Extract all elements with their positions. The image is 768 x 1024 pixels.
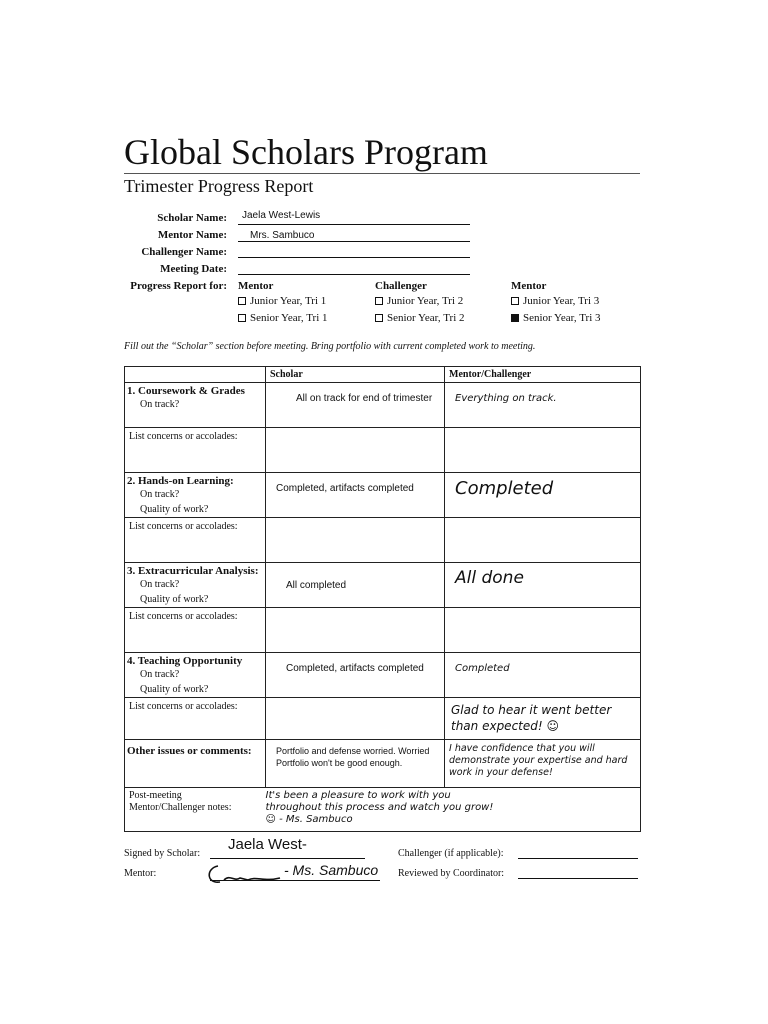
checkbox-senior-tri-2[interactable]	[375, 312, 465, 324]
scholar-list-response[interactable]	[266, 428, 445, 473]
checkbox-label: Senior Year, Tri 3	[523, 312, 601, 324]
scholar-name-line	[238, 224, 470, 225]
mentor-signature-label: Mentor:	[124, 868, 157, 879]
table-row	[125, 740, 641, 788]
scholar-response[interactable]: Completed, artifacts completed	[266, 653, 445, 698]
checkbox-label: Junior Year, Tri 3	[523, 295, 600, 307]
column-header-mentor: Mentor/Challenger	[445, 367, 641, 383]
progress-col-1-header: Mentor	[238, 280, 274, 292]
mentor-signature-scrawl	[204, 860, 284, 888]
table-row	[125, 473, 641, 518]
coordinator-signature-label: Reviewed by Coordinator:	[398, 868, 505, 879]
list-concerns-label: List concerns or accolades:	[129, 521, 238, 532]
list-concerns-label: List concerns or accolades:	[129, 701, 238, 712]
scholar-list-response[interactable]	[266, 608, 445, 653]
checkbox-label: Senior Year, Tri 2	[387, 312, 465, 324]
challenger-signature-line[interactable]	[518, 858, 638, 859]
mentor-list-response[interactable]: Glad to hear it went better than expected! ☺	[445, 698, 641, 740]
checkbox-senior-tri-3[interactable]	[511, 312, 601, 324]
challenger-signature-label: Challenger (if applicable):	[398, 848, 504, 859]
scholar-name-label: Scholar Name:	[157, 212, 227, 224]
section-title: 4. Teaching Opportunity	[127, 655, 243, 667]
checkbox-label: Senior Year, Tri 1	[250, 312, 328, 324]
mentor-name-value[interactable]: Mrs. Sambuco	[250, 230, 315, 241]
checkbox-box	[238, 297, 246, 305]
scholar-signature[interactable]: Jaela West-	[228, 836, 307, 853]
section-sub: On track?	[140, 489, 180, 500]
section-label-cell	[125, 563, 266, 608]
section-title: 3. Extracurricular Analysis:	[127, 565, 259, 577]
checkbox-box	[238, 314, 246, 322]
checkbox-box	[375, 314, 383, 322]
mentor-list-response[interactable]	[445, 608, 641, 653]
section-sub: Quality of work?	[140, 594, 209, 605]
checkbox-box	[511, 297, 519, 305]
section-sub: On track?	[140, 669, 180, 680]
progress-table	[124, 366, 641, 832]
mentor-list-response[interactable]	[445, 518, 641, 563]
coordinator-signature-line[interactable]	[518, 878, 638, 879]
mentor-other-response[interactable]: I have confidence that you will demonstrate your expertise and hard work in your defense!	[445, 740, 641, 788]
mentor-signature-line	[210, 880, 380, 881]
section-label-cell	[125, 383, 266, 428]
page-subtitle: Trimester Progress Report	[124, 176, 314, 196]
post-meeting-notes-cell[interactable]	[266, 788, 641, 832]
table-row	[125, 653, 641, 698]
checkbox-junior-tri-2[interactable]	[375, 295, 463, 307]
meeting-date-line	[238, 274, 470, 275]
page-title: Global Scholars Program	[124, 132, 488, 172]
scholar-other-response[interactable]: Portfolio and defense worried. Worried Portfolio won't be good enough.	[266, 740, 445, 788]
section-sub: Quality of work?	[140, 684, 209, 695]
table-row	[125, 563, 641, 608]
table-row	[125, 428, 641, 473]
scholar-list-response[interactable]	[266, 698, 445, 740]
mentor-signature[interactable]: - Ms. Sambuco	[284, 862, 379, 878]
scholar-response[interactable]: All on track for end of trimester	[266, 383, 445, 428]
mentor-response[interactable]: Completed	[445, 473, 641, 518]
table-header-row	[125, 367, 641, 383]
checkbox-senior-tri-1[interactable]	[238, 312, 328, 324]
checkbox-box	[375, 297, 383, 305]
mentor-response[interactable]: Everything on track.	[445, 383, 641, 428]
progress-col-2-header: Challenger	[375, 280, 427, 292]
meeting-date-label: Meeting Date:	[160, 263, 227, 275]
instructions: Fill out the “Scholar” section before meeting. Bring portfolio with current completed work to meeting.	[124, 341, 536, 352]
section-title: 2. Hands-on Learning:	[127, 475, 234, 487]
checkbox-junior-tri-1[interactable]	[238, 295, 326, 307]
section-label-cell	[125, 653, 266, 698]
progress-report-label: Progress Report for:	[130, 280, 227, 292]
mentor-name-line	[238, 241, 470, 242]
section-label-cell	[125, 473, 266, 518]
list-label-cell	[125, 518, 266, 563]
scholar-list-response[interactable]	[266, 518, 445, 563]
post-meeting-notes: It's been a pleasure to work with you throughout this process and watch you grow! ☺ - Ms. Sambuco	[265, 790, 494, 825]
scholar-name-value[interactable]: Jaela West-Lewis	[242, 210, 321, 221]
table-row	[125, 788, 641, 832]
mentor-response[interactable]: All done	[445, 563, 641, 608]
checkbox-label: Junior Year, Tri 2	[387, 295, 464, 307]
post-meeting-label: Post-meeting	[129, 790, 182, 801]
checkbox-label: Junior Year, Tri 1	[250, 295, 327, 307]
scholar-response[interactable]: All completed	[266, 563, 445, 608]
progress-col-3-header: Mentor	[511, 280, 547, 292]
table-row	[125, 608, 641, 653]
signed-by-scholar-label: Signed by Scholar:	[124, 848, 201, 859]
list-label-cell	[125, 698, 266, 740]
other-label-cell	[125, 740, 266, 788]
challenger-name-line	[238, 257, 470, 258]
mentor-name-label: Mentor Name:	[157, 229, 227, 241]
section-sub: Quality of work?	[140, 504, 209, 515]
list-label-cell	[125, 608, 266, 653]
mentor-response[interactable]: Completed	[445, 653, 641, 698]
checkbox-junior-tri-3[interactable]	[511, 295, 599, 307]
section-sub: On track?	[140, 579, 180, 590]
post-meeting-label-2: Mentor/Challenger notes:	[129, 802, 232, 813]
mentor-list-response[interactable]	[445, 428, 641, 473]
list-concerns-label: List concerns or accolades:	[129, 431, 238, 442]
column-header-scholar: Scholar	[266, 367, 445, 383]
table-row	[125, 698, 641, 740]
challenger-name-label: Challenger Name:	[141, 246, 227, 258]
table-row	[125, 383, 641, 428]
other-issues-label: Other issues or comments:	[127, 745, 252, 757]
post-meeting-label-cell	[125, 788, 266, 832]
checkbox-box-checked	[511, 314, 519, 322]
table-row	[125, 518, 641, 563]
section-title: 1. Coursework & Grades	[127, 385, 245, 397]
section-sub: On track?	[140, 399, 180, 410]
scholar-response[interactable]: Completed, artifacts completed	[266, 473, 445, 518]
header-empty-cell	[125, 367, 266, 383]
scholar-signature-line	[210, 858, 365, 859]
list-concerns-label: List concerns or accolades:	[129, 611, 238, 622]
list-label-cell	[125, 428, 266, 473]
